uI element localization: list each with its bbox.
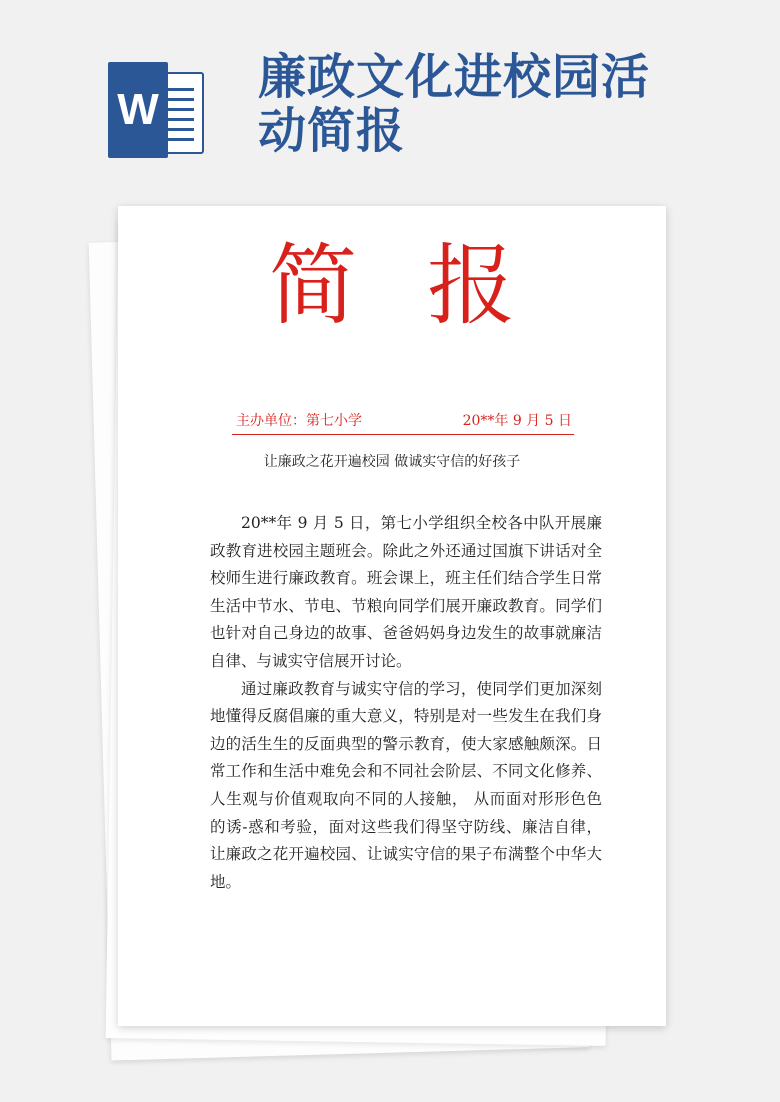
page-title: 廉政文化进校园活动简报 <box>258 49 651 159</box>
body-paragraph: 20**年 9 月 5 日，第七小学组织全校各中队开展廉政教育进校园主题班会。除此之外还通过国旗下讲话对全校师生进行廉政教育。班会课上，班主任们结合学生日常生活中节水、节电、节粮向同学们展开廉政教育。同学们也针对自己身边的故事、爸爸妈妈身边发生的故事就廉洁自律、与诚实守信展开讨论。 <box>210 514 602 670</box>
bulletin-body <box>210 510 602 896</box>
bulletin-title: 简报 <box>268 234 585 337</box>
red-divider <box>232 434 574 435</box>
body-paragraph: 通过廉政教育与诚实守信的学习，使同学们更加深刻地懂得反腐倡廉的重大意义，特别是对一些发生在我们身边的活生生的反面典型的警示教育，使大家感触颇深。日常工作和生活中难免会和不同社会阶层、不同文化修养、人生观与价值观取向不同的人接触， 从而面对形形色色的诱-惑和考验，面对这些我们得坚守防线、廉洁自律， 让廉政之花开遍校园、让诚实守信的果子布满整个中华大地。 <box>210 679 602 891</box>
word-icon <box>108 62 208 158</box>
document-page <box>118 206 666 1026</box>
organizer-label: 主办单位：第七小学 <box>236 413 362 429</box>
bulletin-meta <box>236 410 572 432</box>
page-header <box>0 0 780 200</box>
word-badge: W <box>108 62 168 158</box>
bulletin-subtitle: 让廉政之花开遍校园 做诚实守信的好孩子 <box>263 454 521 470</box>
bulletin-date: 20**年 9 月 5 日 <box>462 413 572 429</box>
